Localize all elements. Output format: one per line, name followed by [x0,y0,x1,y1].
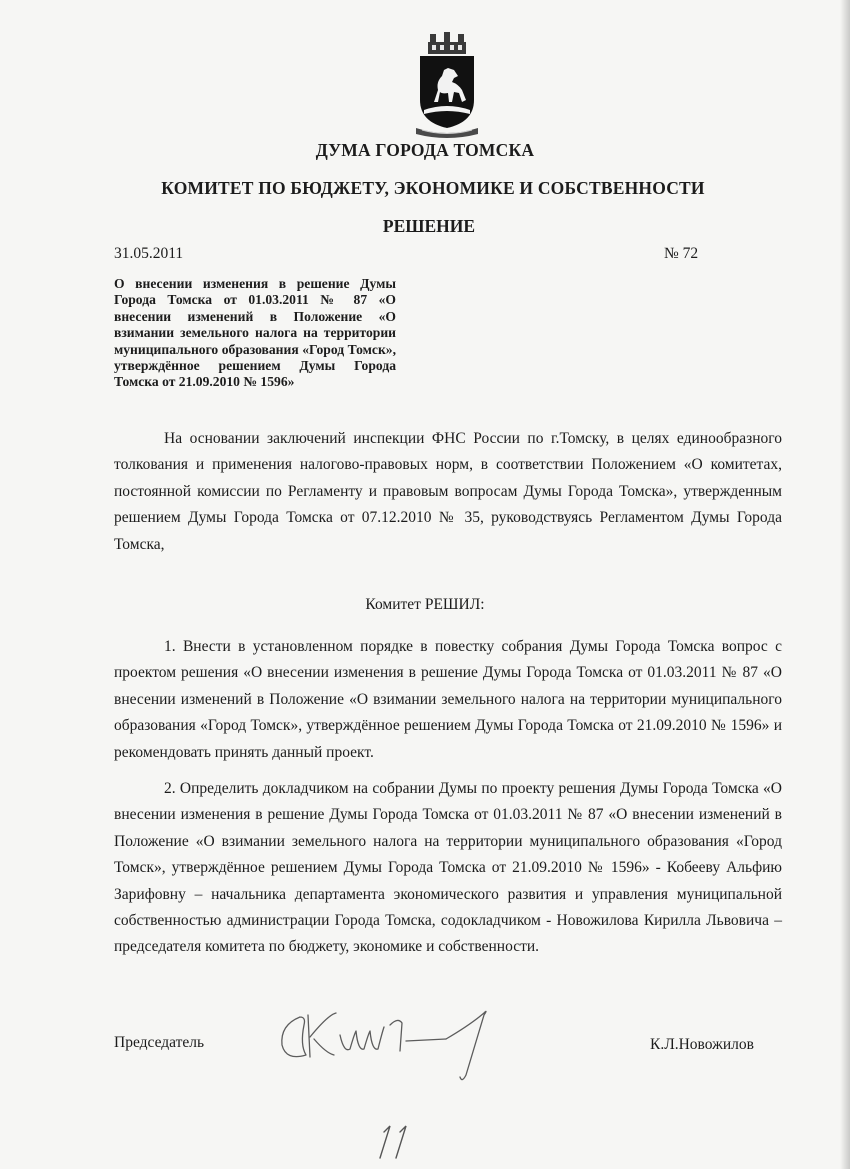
handwritten-signature [270,995,530,1085]
decision-number: № 72 [664,245,699,262]
resolution-item-1: 1. Внести в установленном порядке в повестку собрания Думы Города Томска вопрос с проектом решения «О внесении изменения в решение Думы Города Томска от 01.03.2011 № 87 «О внесении изменений в Положение «О взимании земельного налога на территории муниципального образования «Город Томск», утверждённое решением Думы Города Томска от 21.09.2010 № 1596» и рекомендовать принять данный проект. [114,638,782,761]
preamble-paragraph: На основании заключений инспекции ФНС России по г.Томску, в целях единообразного толкования и применения налогово-правовых норм, в соответствии Положением «О комитетах, постоянной комиссии по Регламенту и правовым вопросам Думы Города Томска», утвержденным решением Думы Города Томска от 07.12.2010 № 35, руководствуясь Регламентом Думы Города Томска, [114,430,782,553]
decision-subject: О внесении изменения в решение Думы Города Томска от 01.03.2011 № 87 «О внесении изменений в Положение «О взимании земельного налога на территории муниципального образования «Город Томск», утверждённое решением Думы Города Томска от 21.09.2010 № 1596» [114,276,396,390]
decision-title: РЕШЕНИЕ [382,216,476,236]
decision-date: 31.05.2011 [114,245,184,262]
resolved-heading: Комитет РЕШИЛ: [365,596,485,613]
handwritten-page-number [372,1118,420,1162]
resolution-item-2: 2. Определить докладчиком на собрании Думы по проекту решения Думы Города Томска «О внесении изменения в решение Думы Города Томска от 01.03.2011 № 87 «О внесении изменений в Положение «О взимании земельного налога на территории муниципального образования «Город Томск», утверждённое решением Думы Города Томска от 21.09.2010 № 1596» - Кобееву Альфию Зарифовну – начальника департамента экономического развития и управления муниципальной собственностью администрации Города Томска, содокладчиком - Новожилова Кирилла Львовича – председателя комитета по бюджету, экономике и собственности. [114,780,782,956]
chair-label: Председатель [114,1034,205,1051]
signer-name: К.Л.Новожилов [650,1036,754,1053]
duma-title: ДУМА ГОРОДА ТОМСКА [315,140,535,160]
committee-title: КОМИТЕТ ПО БЮДЖЕТУ, ЭКОНОМИКЕ И СОБСТВЕННОСТИ [161,178,705,198]
tomsk-coat-of-arms-icon [414,30,480,138]
scan-edge-shadow [840,0,850,1169]
